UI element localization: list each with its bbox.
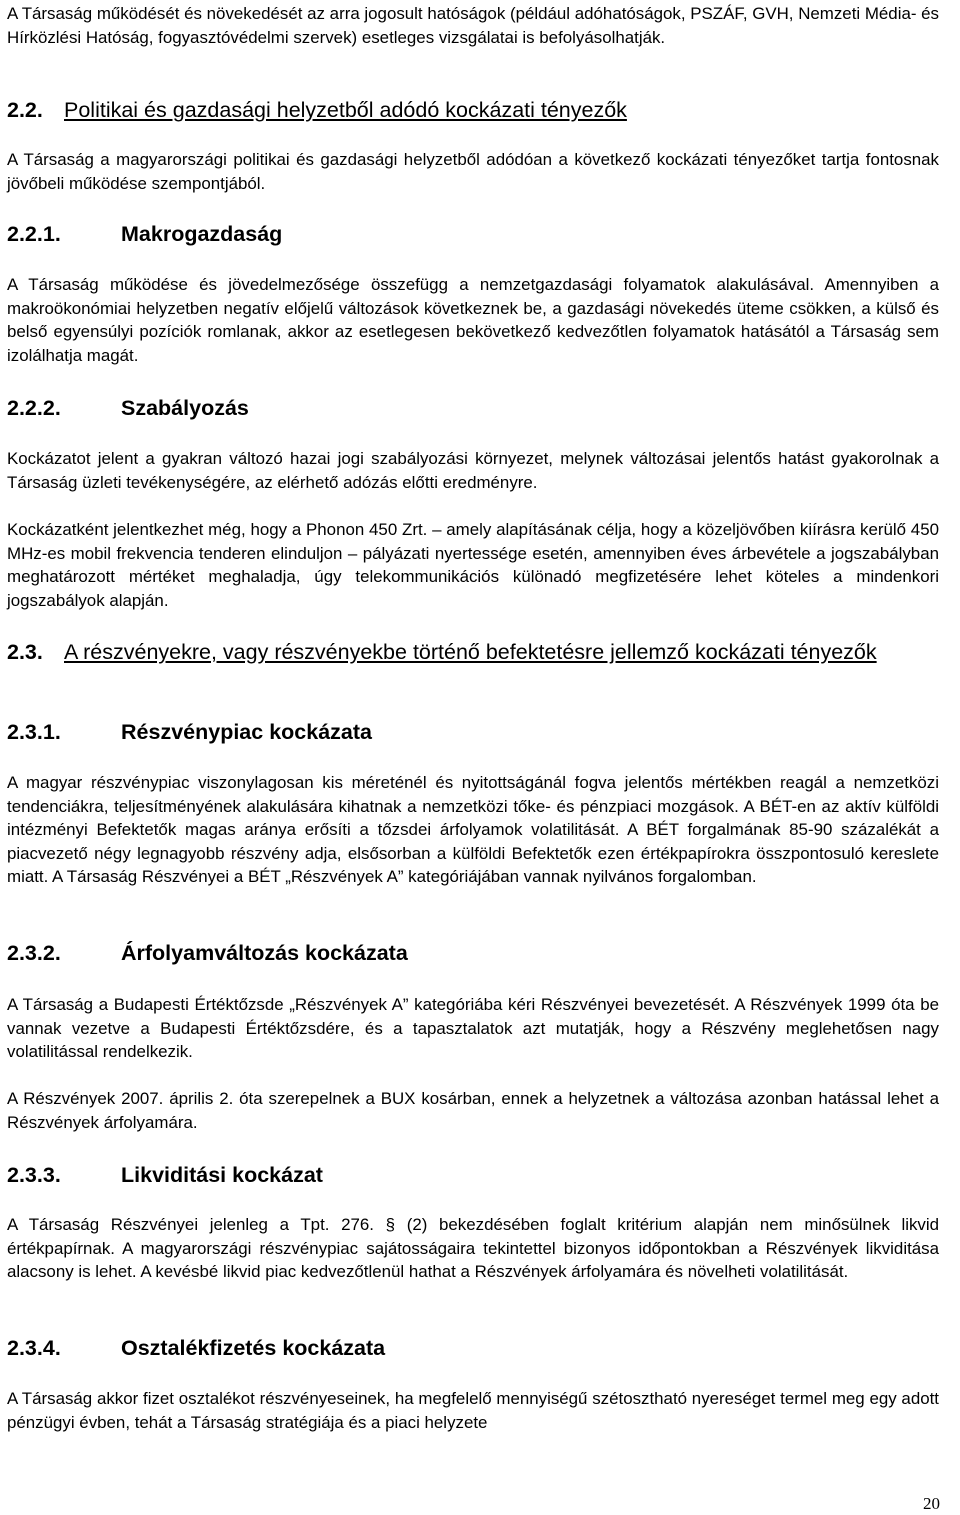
heading-text: Osztalékfizetés kockázata: [121, 1336, 386, 1360]
heading-number: 2.2.1.: [7, 222, 61, 246]
heading-text: Részvénypiac kockázata: [121, 720, 372, 744]
heading-text: Szabályozás: [121, 396, 249, 420]
paragraph-2-3-3: A Társaság Részvényei jelenleg a Tpt. 276. § (2) bekezdésében foglalt kritérium alapján nem minősülnek likvid értékpapírnak. A magyarországi részvénypiac sajátosságaira tekintettel bizonyos időpontokban a Részvények likviditása alacsony is lehet. A kevésbé likvid piac kedvezőtlenül hathat a Részvények árfolyamára és növelheti volatilitását.: [7, 1215, 939, 1281]
heading-text: Politikai és gazdasági helyzetből adódó kockázati tényezők: [64, 98, 627, 122]
paragraph-2-2: A Társaság a magyarországi politikai és gazdasági helyzetből adódóan a következő kockázati tényezőket tartja fontosnak jövőbeli működése szempontjából.: [7, 150, 939, 193]
heading-number: 2.3.2.: [7, 941, 61, 965]
paragraph-2-3-2-a: A Társaság a Budapesti Értéktőzsde „Részvények A” kategóriába kéri Részvényei bevezetését. A Részvények 1999 óta be vannak vezetve a Budapesti Értéktőzsdére, és a tapasztalatok azt mutatják, hogy a Részvény meglehetősen nagy volatilitással rendelkezik.: [7, 995, 939, 1061]
paragraph-2-2-1: A Társaság működése és jövedelmezősége összefügg a nemzetgazdasági folyamatok alakulásával. Amennyiben a makroökonómiai helyzetben negatív előjelű változások következnek be, a gazdasági növekedés üteme csökken, a külső és belső egyensúlyi pozíciók romlanak, akkor az esetlegesen bekövetkező kedvezőtlen folyamatok hatásától a Társaság sem izolálhatja magát.: [7, 275, 939, 365]
paragraph-2-2-2-a: Kockázatot jelent a gyakran változó hazai jogi szabályozási környezet, melynek változásai jelentős hatást gyakorolnak a Társaság üzleti tevékenységére, az elérhető adózás előtti eredményre.: [7, 449, 939, 492]
heading-number: 2.3.1.: [7, 720, 61, 744]
heading-number: 2.3.3.: [7, 1163, 61, 1187]
heading-text: Árfolyamváltozás kockázata: [121, 941, 408, 965]
heading-number: 2.3.4.: [7, 1336, 61, 1360]
heading-text: A részvényekre, vagy részvényekbe történő befektetésre jellemző kockázati tényezők: [64, 640, 877, 664]
paragraph-intro: A Társaság működését és növekedését az arra jogosult hatóságok (például adóhatóságok, PSZÁF, GVH, Nemzeti Média- és Hírközlési Hatóság, fogyasztóvédelmi szervek) esetleges vizsgálatai is befolyásolhatják.: [7, 4, 939, 47]
paragraph-2-3-4: A Társaság akkor fizet osztalékot részvényeseinek, ha megfelelő mennyiségű szétosztható nyereséget termel meg egy adott pénzügyi évben, tehát a Társaság stratégiája és a piaci helyzete: [7, 1389, 939, 1432]
heading-text: Makrogazdaság: [121, 222, 283, 246]
heading-number: 2.2.2.: [7, 396, 61, 420]
paragraph-2-3-1: A magyar részvénypiac viszonylagosan kis méreténél és nyitottságánál fogva jelentős mértékben reagál a nemzetközi tendenciákra, teljesítményének alakulására kihatnak a nemzetközi tőke- és pénzpiaci mozgások. A BÉT-en az aktív külföldi intézményi Befektetők magas aránya erősíti a tőzsdei árfolyamok volatilitását. A BÉT forgalmának 85-90 százalékát a piacvezető négy legnagyobb részvény adja, elsősorban a külföldi Befektetők ezen értékpapírokra összpontosuló kereslete miatt. A Társaság Részvényei a BÉT „Részvények A” kategóriájában vannak nyilvános forgalomban.: [7, 773, 939, 886]
heading-2-3: [7, 639, 952, 695]
heading-number: 2.2.: [7, 98, 43, 122]
heading-number: 2.3.: [7, 640, 43, 664]
heading-text: Likviditási kockázat: [121, 1163, 323, 1187]
paragraph-2-3-2-b: A Részvények 2007. április 2. óta szerepelnek a BUX kosárban, ennek a helyzetnek a változása azonban hatással lehet a Részvények árfolyamára.: [7, 1089, 939, 1132]
paragraph-2-2-2-b: Kockázatként jelentkezhet még, hogy a Phonon 450 Zrt. – amely alapításának célja, hogy a közeljövőben kiírásra kerülő 450 MHz-es mobil frekvencia tenderen elinduljon – pályázati nyertessége esetén, amennyiben éves árbevétele a jogszabályban meghatározott mértéket meghaladja, úgy telekommunikációs különadó megfizetésére lehet köteles a mindenkori jogszabályok alapján.: [7, 520, 939, 610]
page-number: 20: [923, 1494, 940, 1513]
